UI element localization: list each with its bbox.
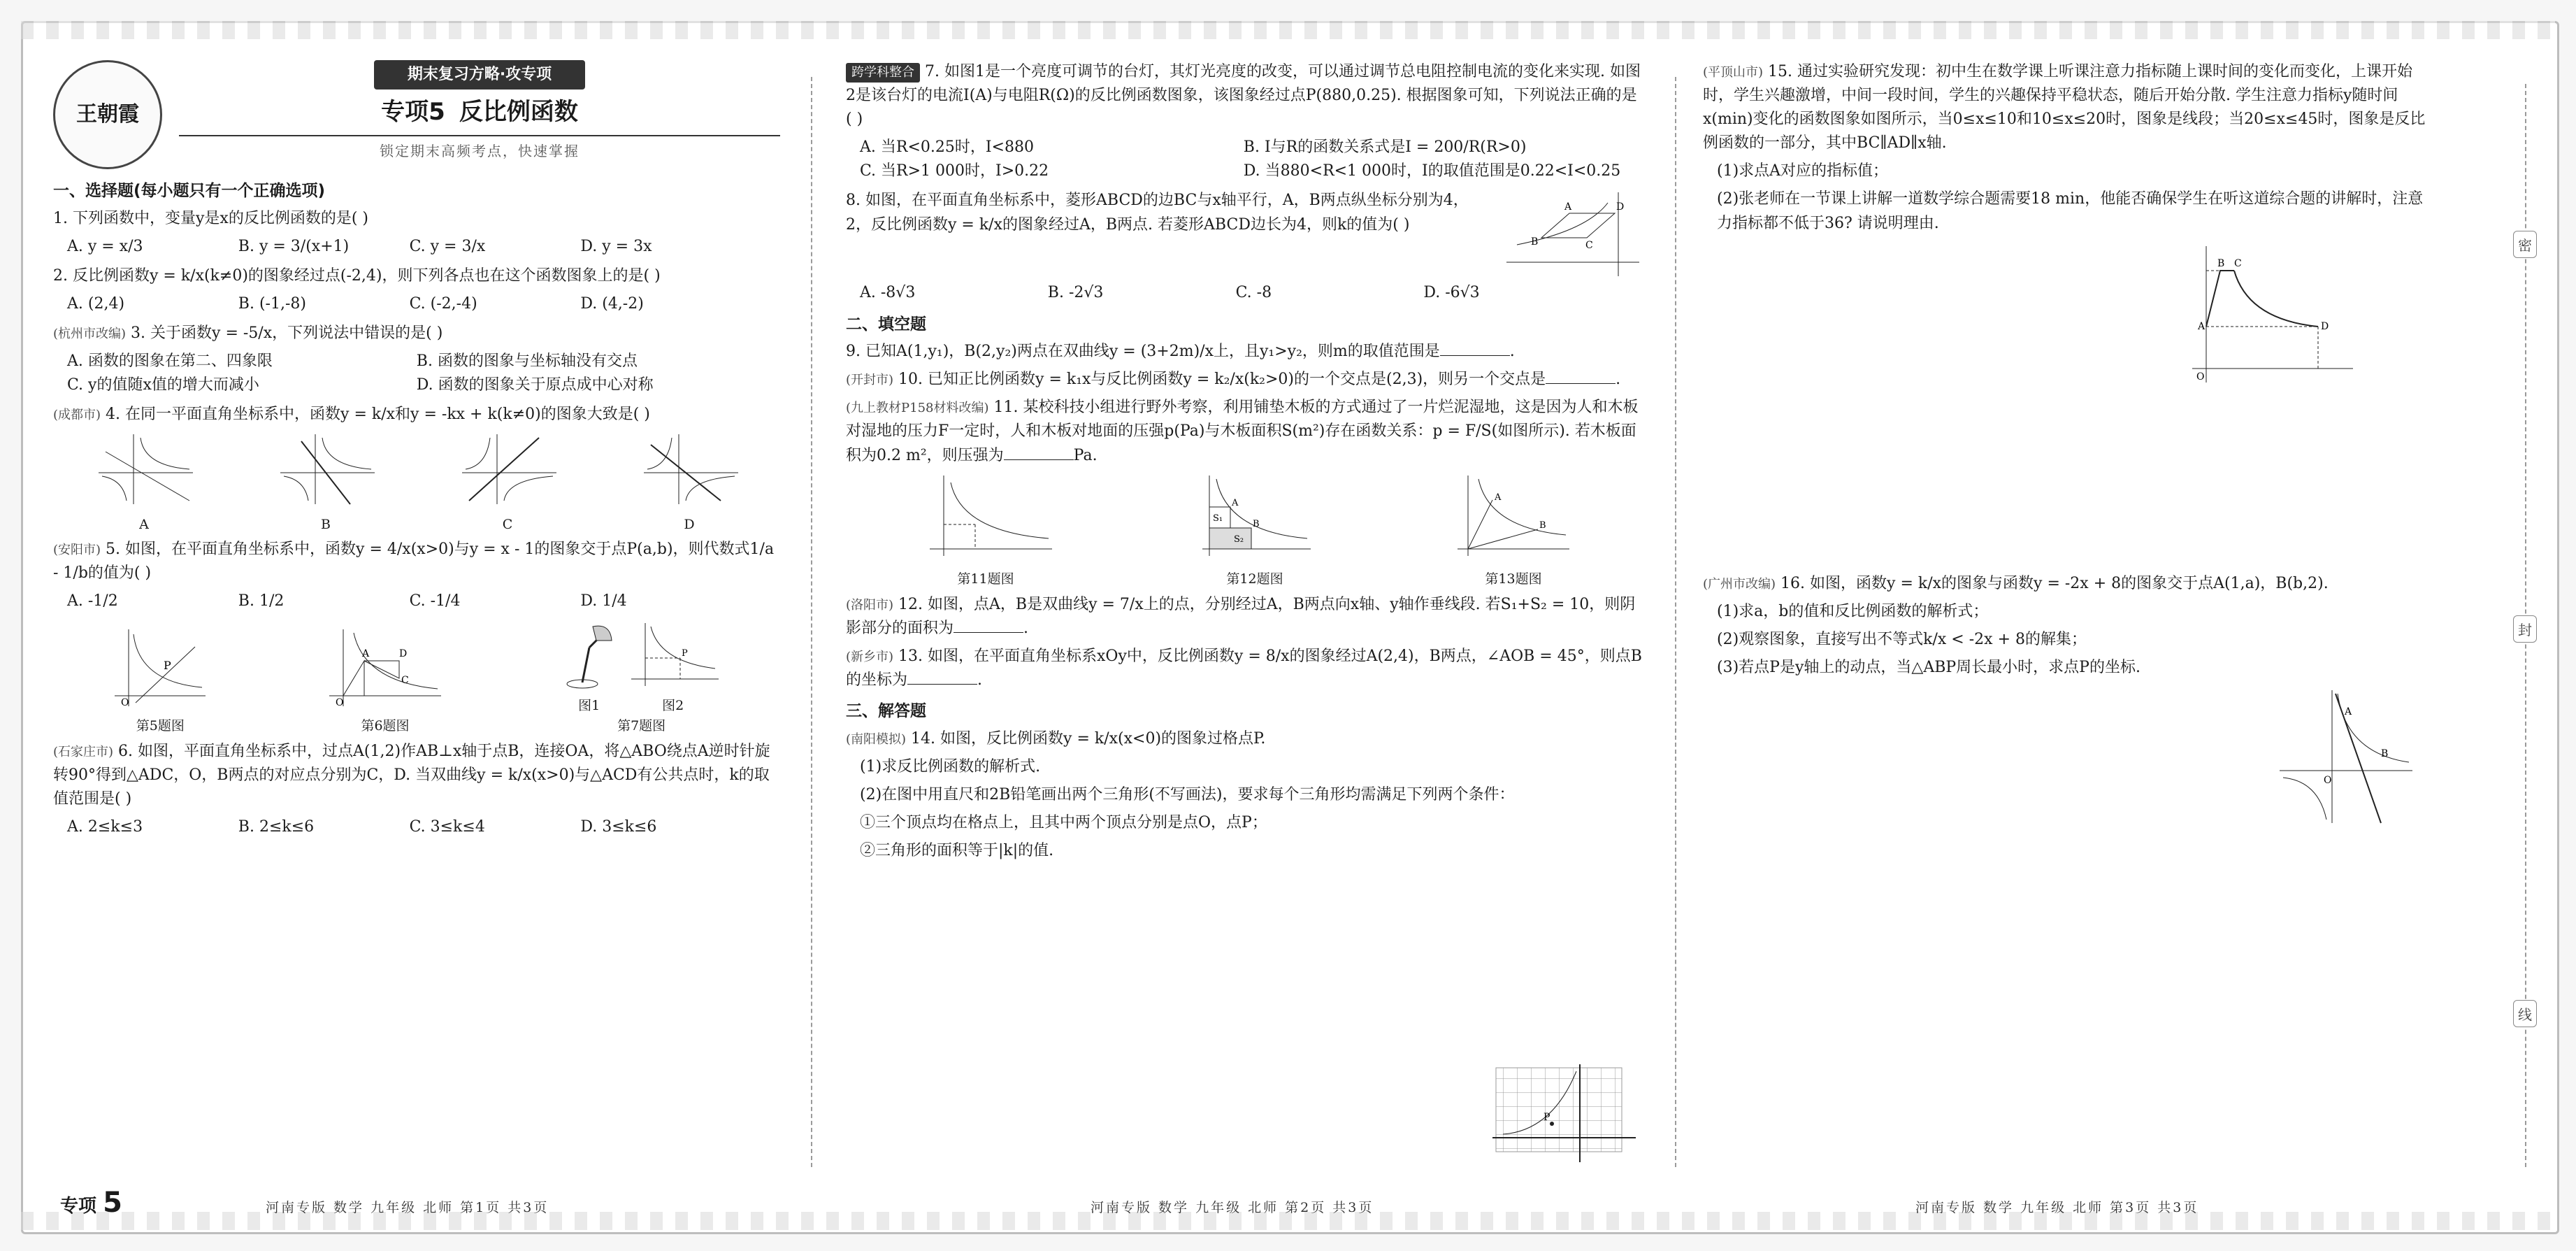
- option: C. y的值随x值的增大而减小: [67, 376, 259, 394]
- question-15: [1703, 60, 2437, 155]
- footer-page-1: 河南专版 数学 九年级 北师 第1页 共3页: [266, 1200, 549, 1215]
- graph-b-icon: [273, 431, 378, 508]
- graph-option-a: [92, 431, 196, 535]
- option: B. -2√3: [1047, 284, 1104, 302]
- q16-part-3: (3)若点P是y轴上的动点，当△ABP周长最小时，求点P的坐标.: [1717, 659, 2140, 677]
- option: B. 1/2: [238, 592, 285, 610]
- svg-text:D: D: [398, 648, 408, 659]
- badge-label: 专项: [60, 1196, 97, 1217]
- answer-blank[interactable]: [1546, 383, 1616, 384]
- graph-label: A: [139, 516, 149, 532]
- question-10: (开封市) 10. 已知正比例函数y = k₁x与反比例函数y = k₂/x(k₂>0)的一个交点是(2,3)，则另一个交点是 .: [846, 371, 1621, 389]
- options-6: [67, 815, 780, 839]
- figure-6: [326, 626, 445, 737]
- seal-char-2: 封: [2513, 615, 2537, 643]
- option: C. -1/4: [409, 592, 461, 610]
- option: C. 3≤k≤4: [409, 818, 485, 836]
- column-1: [53, 60, 780, 1184]
- question-4: [53, 403, 780, 427]
- source-note: (成都市): [53, 408, 101, 423]
- section-choice: 一、选择题(每小题只有一个正确选项): [53, 182, 326, 200]
- page-title: [179, 94, 780, 131]
- graph-d-icon: [637, 431, 742, 508]
- cross-subject-tag: 跨学科整合: [846, 63, 920, 83]
- question-11: [846, 396, 1643, 467]
- figure-12: [1195, 472, 1314, 590]
- column-3: [1703, 60, 2437, 1184]
- option: A. -1/2: [67, 592, 118, 610]
- answer-blank[interactable]: [1440, 355, 1510, 356]
- figure-caption: 第13题图: [1485, 571, 1542, 587]
- question-9: 9. 已知A(1,y₁)，B(2,y₂)两点在双曲线y = (3+2m)/x上，且y₁>y₂，则m的取值范围是 .: [846, 343, 1515, 361]
- question-13: (新乡市) 13. 如图，在平面直角坐标系xOy中，反比例函数y = 8/x的图象经过A(2,4)，B两点，∠AOB = 45°，则点B的坐标为 .: [846, 647, 1642, 689]
- svg-text:B: B: [1531, 236, 1539, 248]
- question-text: 3. 关于函数y = -5/x，下列说法中错误的是( ): [131, 324, 443, 343]
- options-3: [67, 350, 780, 397]
- option: D. 3≤k≤6: [580, 818, 657, 836]
- graph-label: D: [684, 516, 695, 532]
- svg-text:B: B: [2217, 257, 2225, 269]
- question-14: [846, 727, 1643, 751]
- option: B. 2≤k≤6: [238, 818, 315, 836]
- figure-11: [916, 472, 1056, 590]
- svg-text:C: C: [2234, 257, 2242, 269]
- footer-page-2: 河南专版 数学 九年级 北师 第2页 共3页: [1091, 1200, 1374, 1215]
- question-text: 6. 如图，平面直角坐标系中，过点A(1,2)作AB⊥x轴于点B，连接OA，将△ABO绕点A逆时针旋转90°得到△ADC，O，B两点的对应点分别为C，D. 当双曲线y = k/x(x>0)与△ACD有公共点时，k的取值范围是( ): [53, 742, 770, 808]
- option: A. (2,4): [67, 294, 125, 313]
- graph-label: B: [321, 516, 331, 532]
- figure-7: [561, 620, 722, 737]
- q14-grid-figure: [1489, 1064, 1643, 1177]
- figure-6-graph: [326, 626, 445, 710]
- figure-caption: 图1: [578, 697, 600, 713]
- question-5: [53, 538, 780, 585]
- svg-text:B: B: [1539, 520, 1546, 531]
- column-divider-1: [811, 77, 812, 1167]
- figure-5: [111, 626, 209, 737]
- options-7: [860, 136, 1643, 183]
- option: A. y = x/3: [67, 237, 143, 255]
- question-8: 8. 如图，在平面直角坐标系中，菱形ABCD的边BC与x轴平行，A，B两点纵坐标分别为4，2，反比例函数y = k/x的图象经过A，B两点. 若菱形ABCD边长为4，则k的值为( ): [846, 192, 1469, 234]
- section-answer: 三、解答题: [846, 701, 926, 720]
- option: B. 函数的图象与坐标轴没有交点: [416, 352, 638, 371]
- attention-graph: [2178, 243, 2360, 389]
- title-number: 专项5: [381, 98, 445, 127]
- seal-char-3: 线: [2513, 1000, 2537, 1027]
- hyperbola-line-graph: [2276, 687, 2416, 827]
- figure-caption: 第12题图: [1226, 571, 1283, 587]
- options-2: [67, 292, 780, 316]
- graph-option-d: [637, 431, 742, 535]
- source-note: (杭州市改编): [53, 327, 127, 342]
- question-text: 5. 如图，在平面直角坐标系中，函数y = 4/x(x>0)与y = x - 1的图象交于点P(a,b)，则代数式1/a - 1/b的值为( ): [53, 541, 775, 582]
- answer-blank[interactable]: [954, 632, 1023, 633]
- badge-number: 5: [103, 1187, 122, 1219]
- svg-text:A: A: [361, 648, 370, 659]
- hyperbola-area-graph: [1195, 472, 1314, 563]
- section-fill: 二、填空题: [846, 315, 926, 334]
- figure-caption: 第6题图: [361, 718, 410, 734]
- source-note: (新乡市): [846, 649, 894, 664]
- q14-part-1: (1)求反比例函数的解析式.: [860, 757, 1041, 775]
- options-8: [860, 281, 1643, 305]
- seal-char-1: 密: [2513, 231, 2537, 258]
- option: D. 1/4: [580, 592, 627, 610]
- brand-logo: 王朝霞: [53, 60, 162, 169]
- svg-text:O: O: [2196, 371, 2205, 383]
- source-note: (南阳模拟): [846, 731, 907, 747]
- figure-5-graph: [111, 626, 209, 710]
- question-text: 13. 如图，在平面直角坐标系xOy中，反比例函数y = 8/x的图象经过A(2,4)，B两点，∠AOB = 45°，则点B的坐标为: [846, 647, 1642, 689]
- desk-lamp-icon: [561, 620, 617, 689]
- source-note: (广州市改编): [1703, 576, 1776, 592]
- option: A. 当R<0.25时，I<880: [860, 138, 1034, 157]
- question-8-block: [846, 189, 1643, 280]
- svg-text:O: O: [335, 696, 344, 708]
- svg-text:B: B: [2381, 748, 2389, 760]
- svg-text:A: A: [1564, 201, 1572, 213]
- tagline: 锁定期末高频考点，快速掌握: [179, 135, 780, 162]
- q4-graphs: [53, 431, 780, 535]
- footer-page-3: 河南专版 数学 九年级 北师 第3页 共3页: [1915, 1200, 2199, 1215]
- question-1: 1. 下列函数中，变量y是x的反比例函数的是( ): [53, 209, 368, 227]
- question-3: [53, 322, 780, 345]
- unit-label: Pa.: [1073, 446, 1098, 464]
- page-header: [53, 60, 780, 172]
- svg-text:D: D: [2321, 320, 2329, 332]
- question-2: 2. 反比例函数y = k/x(k≠0)的图象经过点(-2,4)，则下列各点也在这个函数图象上的是( ): [53, 266, 661, 285]
- q14-condition-2: ②三角形的面积等于|k|的值.: [860, 841, 1054, 859]
- top-wave-border: [21, 21, 2555, 39]
- figure-caption: 第11题图: [957, 571, 1014, 587]
- question-text: 11. 某校科技小组进行野外考察，利用铺垫木板的方式通过了一片烂泥湿地，这是因为人和木板对湿地的压力F一定时，人和木板对地面的压强p(Pa)与木板面积S(m²)存在函数关系：p = F/S(如图所示). 若木板面积为0.2 m²，则压强为: [846, 399, 1639, 464]
- option: D. y = 3x: [580, 237, 652, 255]
- question-16: [1703, 572, 2437, 596]
- svg-text:P: P: [164, 658, 172, 672]
- attention-graph-block: [2178, 243, 2437, 397]
- title-text: 反比例函数: [459, 98, 578, 127]
- option: B. I与R的函数关系式是I = 200/R(R>0): [1243, 138, 1527, 157]
- q16-figure-block: [2276, 687, 2437, 834]
- pressure-area-graph: [916, 472, 1056, 563]
- question-6: [53, 740, 780, 811]
- svg-text:A: A: [2198, 320, 2206, 332]
- question-text: 12. 如图，点A，B是双曲线y = 7/x上的点，分别经过A，B两点向x轴、y轴作垂线段. 若S₁+S₂ = 10，则阴影部分的面积为: [846, 595, 1636, 637]
- grid-graph: [1489, 1064, 1643, 1169]
- q15-part-1: (1)求点A对应的指标值；: [1717, 162, 1889, 180]
- column-2: [846, 60, 1643, 1184]
- figures-5-7: [53, 620, 780, 737]
- svg-text:A: A: [1495, 492, 1502, 503]
- options-5: [67, 589, 780, 613]
- svg-text:S₂: S₂: [1234, 534, 1244, 545]
- q14-part-2: (2)在图中用直尺和2B铅笔画出两个三角形(不写画法)，要求每个三角形均需满足下列两个条件：: [860, 785, 1515, 803]
- answer-blank[interactable]: [907, 684, 977, 685]
- option: D. (4,-2): [580, 294, 644, 313]
- source-note: (安阳市): [53, 543, 101, 558]
- source-note: (石家庄市): [53, 744, 114, 759]
- svg-text:S₁: S₁: [1213, 513, 1223, 524]
- svg-text:D: D: [1616, 201, 1625, 213]
- svg-text:P: P: [681, 648, 688, 659]
- question-text: 10. 已知正比例函数y = k₁x与反比例函数y = k₂/x(k₂>0)的一个交点是(2,3)，则另一个交点是: [898, 371, 1546, 389]
- options-1: [67, 235, 780, 259]
- svg-text:P: P: [1544, 1111, 1550, 1123]
- rhombus-figure: [1503, 189, 1643, 280]
- svg-text:C: C: [401, 674, 409, 686]
- question-text: 14. 如图，反比例函数y = k/x(x<0)的图象过格点P.: [911, 729, 1266, 748]
- figure-13: [1454, 472, 1573, 590]
- svg-text:C: C: [1585, 240, 1593, 252]
- option: D. -6√3: [1423, 284, 1480, 302]
- option: A. 函数的图象在第二、四象限: [67, 352, 273, 371]
- source-note: (洛阳市): [846, 597, 894, 613]
- figure-caption: 图2: [662, 697, 684, 713]
- graph-label: C: [502, 516, 513, 532]
- figures-11-13: [846, 472, 1643, 590]
- option: C. y = 3/x: [409, 237, 486, 255]
- graph-a-icon: [92, 431, 196, 508]
- graph-c-icon: [455, 431, 560, 508]
- q16-part-2: (2)观察图象，直接写出不等式k/x < -2x + 8的解集；: [1717, 630, 2087, 648]
- question-text: 7. 如图1是一个亮度可调节的台灯，其灯光亮度的改变，可以通过调节总电阻控制电流的变化来实现. 如图2是该台灯的电流I(A)与电阻R(Ω)的反比例函数图象，该图象经过点P(880,0.25). 根据图象可知，下列说法正确的是( ): [846, 63, 1641, 129]
- source-note: (平顶山市): [1703, 65, 1764, 80]
- topic-badge: [60, 1187, 122, 1219]
- svg-text:O: O: [2324, 775, 2332, 787]
- question-7: [846, 60, 1643, 131]
- svg-text:B: B: [1253, 518, 1260, 529]
- answer-blank[interactable]: [1004, 459, 1074, 460]
- svg-text:A: A: [1232, 497, 1239, 508]
- source-note: (开封市): [846, 373, 894, 388]
- option: B. (-1,-8): [238, 294, 306, 313]
- q15-part-2: (2)张老师在一节课上讲解一道数学综合题需要18 min，他能否确保学生在听这道综合题的讲解时，注意力指标都不低于36? 请说明理由.: [1717, 190, 2424, 232]
- option: C. (-2,-4): [409, 294, 477, 313]
- column-divider-2: [1675, 77, 1676, 1167]
- q14-condition-1: ①三个顶点均在格点上，且其中两个顶点分别是点O，点P；: [860, 813, 1267, 831]
- option: D. 函数的图象关于原点成中心对称: [416, 376, 654, 394]
- angle-aob-graph: [1454, 472, 1573, 563]
- graph-option-c: [455, 431, 560, 535]
- option: D. 当880<R<1 000时，I的取值范围是0.22<I<0.25: [1243, 162, 1621, 180]
- svg-text:A: A: [2345, 706, 2352, 718]
- svg-text:O: O: [121, 696, 129, 708]
- option: A. -8√3: [860, 284, 916, 302]
- option: A. 2≤k≤3: [67, 818, 143, 836]
- question-12: (洛阳市) 12. 如图，点A，B是双曲线y = 7/x上的点，分别经过A，B两点向x轴、y轴作垂线段. 若S₁+S₂ = 10，则阴影部分的面积为 .: [846, 595, 1636, 637]
- header-banner: 期末复习方略·攻专项: [374, 60, 585, 90]
- q16-part-1: (1)求a，b的值和反比例函数的解析式；: [1717, 602, 1989, 620]
- option: B. y = 3/(x+1): [238, 237, 350, 255]
- question-text: 9. 已知A(1,y₁)，B(2,y₂)两点在双曲线y = (3+2m)/x上，且y₁>y₂，则m的取值范围是: [846, 343, 1440, 361]
- question-text: 15. 通过实验研究发现：初中生在数学课上听课注意力指标随上课时间的变化而变化，上课开始时，学生兴趣激增，中间一段时间，学生的兴趣保持平稳状态，随后开始分散. 学生注意力指标y随时间x(min)变化的函数图象如图所示，当0≤x≤10和10≤x≤20时，图象是线段；当20≤x≤45时，图象是反比例函数的一部分，其中BC∥AD∥x轴.: [1703, 63, 2426, 152]
- figure-caption: 第5题图: [136, 718, 185, 734]
- graph-option-b: [273, 431, 378, 535]
- question-text: 4. 在同一平面直角坐标系中，函数y = k/x和y = -kx + k(k≠0)的图象大致是( ): [106, 406, 650, 424]
- answer-space: [1703, 397, 2437, 572]
- option: C. -8: [1235, 284, 1272, 302]
- source-note: (九上教材P158材料改编): [846, 401, 989, 416]
- option: C. 当R>1 000时，I>0.22: [860, 162, 1049, 180]
- figure-caption: 第7题图: [617, 718, 666, 734]
- question-text: 16. 如图，函数y = k/x的图象与函数y = -2x + 8的图象交于点A(1,a)，B(b,2).: [1780, 574, 2329, 592]
- current-resistance-graph: [624, 620, 722, 689]
